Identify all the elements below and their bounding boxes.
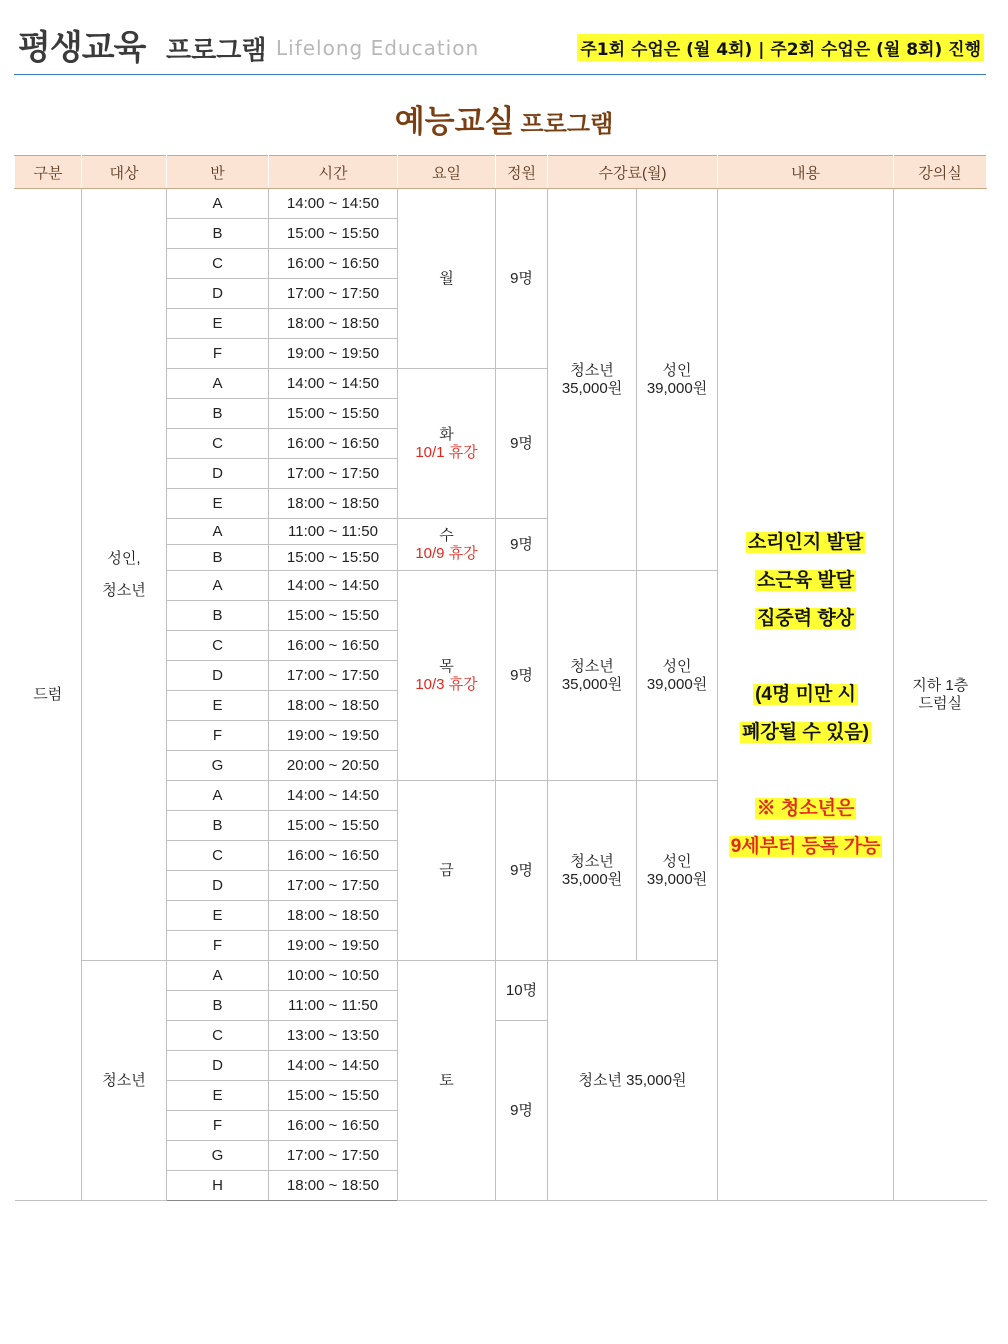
class-cell: D <box>167 661 269 691</box>
day-closure-note: 10/9 휴강 <box>415 544 478 562</box>
fee-youth-amount: 35,000원 <box>561 870 623 888</box>
content-box <box>718 524 893 866</box>
capacity-cell: 9명 <box>496 519 548 571</box>
content-line: (4명 미만 시 <box>755 683 856 705</box>
time-cell: 16:00 ~ 16:50 <box>269 841 398 871</box>
header-class: 반 <box>167 156 269 189</box>
target-adult-line2: 청소년 <box>102 581 146 599</box>
fee-youth-label: 청소년 <box>570 361 614 379</box>
day-closure-note: 10/1 휴강 <box>415 443 478 461</box>
day-cell <box>398 961 496 1201</box>
time-cell: 19:00 ~ 19:50 <box>269 721 398 751</box>
fee-youth-only-cell: 청소년 35,000원 <box>548 961 718 1201</box>
class-cell: B <box>167 811 269 841</box>
header-day: 요일 <box>398 156 496 189</box>
time-cell: 14:00 ~ 14:50 <box>269 189 398 219</box>
fee-adult-label: 성인 <box>662 361 692 379</box>
time-cell: 17:00 ~ 17:50 <box>269 1141 398 1171</box>
time-cell: 14:00 ~ 14:50 <box>269 571 398 601</box>
room-line2: 드럼실 <box>918 694 962 712</box>
time-cell: 16:00 ~ 16:50 <box>269 429 398 459</box>
class-cell: F <box>167 1111 269 1141</box>
time-cell: 20:00 ~ 20:50 <box>269 751 398 781</box>
day-cell <box>398 781 496 961</box>
target-adult-cell <box>82 189 167 961</box>
time-cell: 15:00 ~ 15:50 <box>269 399 398 429</box>
program-title-sub: 프로그램 <box>520 110 614 138</box>
day-label: 월 <box>439 269 454 287</box>
day-cell <box>398 369 496 519</box>
capacity-cell: 9명 <box>496 571 548 781</box>
fee-adult-cell <box>637 571 718 781</box>
time-cell: 15:00 ~ 15:50 <box>269 545 398 571</box>
time-cell: 17:00 ~ 17:50 <box>269 661 398 691</box>
content-line: 소리인지 발달 <box>747 531 864 553</box>
fee-youth-amount: 35,000원 <box>561 675 623 693</box>
content-line: 소근육 발달 <box>756 569 855 591</box>
class-cell: E <box>167 1081 269 1111</box>
capacity-cell: 9명 <box>496 369 548 519</box>
time-cell: 19:00 ~ 19:50 <box>269 931 398 961</box>
header-title-english: Lifelong Education <box>276 36 480 60</box>
time-cell: 15:00 ~ 15:50 <box>269 219 398 249</box>
time-cell: 18:00 ~ 18:50 <box>269 1171 398 1201</box>
header-fee: 수강료(월) <box>548 156 718 189</box>
class-cell: E <box>167 489 269 519</box>
target-youth-cell: 청소년 <box>82 961 167 1201</box>
time-cell: 17:00 ~ 17:50 <box>269 459 398 489</box>
day-cell <box>398 571 496 781</box>
table-header-row <box>15 156 987 189</box>
class-cell: C <box>167 631 269 661</box>
schedule-table <box>14 155 987 1201</box>
class-cell: G <box>167 751 269 781</box>
class-cell: D <box>167 871 269 901</box>
day-label: 토 <box>439 1071 454 1089</box>
content-line: 집중력 향상 <box>756 607 855 629</box>
time-cell: 14:00 ~ 14:50 <box>269 369 398 399</box>
class-cell: F <box>167 931 269 961</box>
header-capacity: 정원 <box>496 156 548 189</box>
fee-adult-amount: 39,000원 <box>646 379 708 397</box>
time-cell: 14:00 ~ 14:50 <box>269 1051 398 1081</box>
header-title-sub: 프로그램 <box>166 36 267 66</box>
header-time: 시간 <box>269 156 398 189</box>
header-target: 대상 <box>82 156 167 189</box>
class-cell: A <box>167 369 269 399</box>
fee-adult-amount: 39,000원 <box>646 675 708 693</box>
time-cell: 17:00 ~ 17:50 <box>269 871 398 901</box>
time-cell: 16:00 ~ 16:50 <box>269 249 398 279</box>
capacity-cell: 9명 <box>496 189 548 369</box>
content-cell <box>718 189 894 1201</box>
day-closure-note: 10/3 휴강 <box>415 675 478 693</box>
fee-adult-label: 성인 <box>662 657 692 675</box>
class-cell: E <box>167 309 269 339</box>
class-cell: D <box>167 1051 269 1081</box>
time-cell: 17:00 ~ 17:50 <box>269 279 398 309</box>
class-cell: D <box>167 279 269 309</box>
class-cell: H <box>167 1171 269 1201</box>
header-title-main: 평생교육 <box>18 28 146 68</box>
class-cell: B <box>167 991 269 1021</box>
header-room: 강의실 <box>894 156 987 189</box>
class-cell: B <box>167 545 269 571</box>
class-cell: A <box>167 519 269 545</box>
fee-youth-label: 청소년 <box>570 657 614 675</box>
header-divider <box>14 74 986 75</box>
class-cell: E <box>167 691 269 721</box>
time-cell: 14:00 ~ 14:50 <box>269 781 398 811</box>
class-cell: E <box>167 901 269 931</box>
capacity-cell: 10명 <box>496 961 548 1021</box>
table-row <box>15 189 987 219</box>
fee-youth-cell <box>548 189 637 571</box>
fee-adult-cell <box>637 189 718 571</box>
program-title-main: 예능교실 <box>394 104 515 140</box>
class-cell: F <box>167 721 269 751</box>
category-cell: 드럼 <box>15 189 82 1201</box>
time-cell: 11:00 ~ 11:50 <box>269 991 398 1021</box>
time-cell: 15:00 ~ 15:50 <box>269 811 398 841</box>
time-cell: 10:00 ~ 10:50 <box>269 961 398 991</box>
fee-youth-label: 청소년 <box>570 852 614 870</box>
class-cell: B <box>167 601 269 631</box>
content-line: 폐강될 수 있음) <box>742 721 870 743</box>
class-cell: A <box>167 961 269 991</box>
time-cell: 13:00 ~ 13:50 <box>269 1021 398 1051</box>
fee-youth-cell <box>548 571 637 781</box>
time-cell: 16:00 ~ 16:50 <box>269 631 398 661</box>
day-cell <box>398 519 496 571</box>
time-cell: 16:00 ~ 16:50 <box>269 1111 398 1141</box>
page-header <box>14 14 986 76</box>
capacity-cell: 9명 <box>496 1021 548 1201</box>
content-notice: ※ 청소년은 <box>756 797 855 819</box>
capacity-cell: 9명 <box>496 781 548 961</box>
time-cell: 11:00 ~ 11:50 <box>269 519 398 545</box>
fee-youth-cell <box>548 781 637 961</box>
day-cell <box>398 189 496 369</box>
header-content: 내용 <box>718 156 894 189</box>
class-cell: B <box>167 399 269 429</box>
header-notice: 주1회 수업은 (월 4회) | 주2회 수업은 (월 8회) 진행 <box>577 34 984 61</box>
class-cell: A <box>167 189 269 219</box>
content-notice: 9세부터 등록 가능 <box>730 835 881 857</box>
class-cell: A <box>167 781 269 811</box>
time-cell: 18:00 ~ 18:50 <box>269 309 398 339</box>
day-label: 수 <box>439 526 454 544</box>
day-label: 화 <box>439 425 454 443</box>
class-cell: F <box>167 339 269 369</box>
time-cell: 19:00 ~ 19:50 <box>269 339 398 369</box>
class-cell: C <box>167 249 269 279</box>
day-label: 금 <box>439 861 454 879</box>
class-cell: G <box>167 1141 269 1171</box>
fee-adult-label: 성인 <box>662 852 692 870</box>
room-cell <box>894 189 987 1201</box>
day-label: 목 <box>439 657 454 675</box>
class-cell: C <box>167 429 269 459</box>
time-cell: 18:00 ~ 18:50 <box>269 691 398 721</box>
time-cell: 18:00 ~ 18:50 <box>269 489 398 519</box>
class-cell: A <box>167 571 269 601</box>
time-cell: 18:00 ~ 18:50 <box>269 901 398 931</box>
time-cell: 15:00 ~ 15:50 <box>269 1081 398 1111</box>
room-line1: 지하 1층 <box>912 676 969 694</box>
program-title <box>0 96 1008 141</box>
target-adult-line1: 성인, <box>107 549 141 567</box>
header-category: 구분 <box>15 156 82 189</box>
class-cell: D <box>167 459 269 489</box>
class-cell: C <box>167 1021 269 1051</box>
class-cell: B <box>167 219 269 249</box>
fee-adult-cell <box>637 781 718 961</box>
fee-adult-amount: 39,000원 <box>646 870 708 888</box>
class-cell: C <box>167 841 269 871</box>
fee-youth-amount: 35,000원 <box>561 379 623 397</box>
time-cell: 15:00 ~ 15:50 <box>269 601 398 631</box>
